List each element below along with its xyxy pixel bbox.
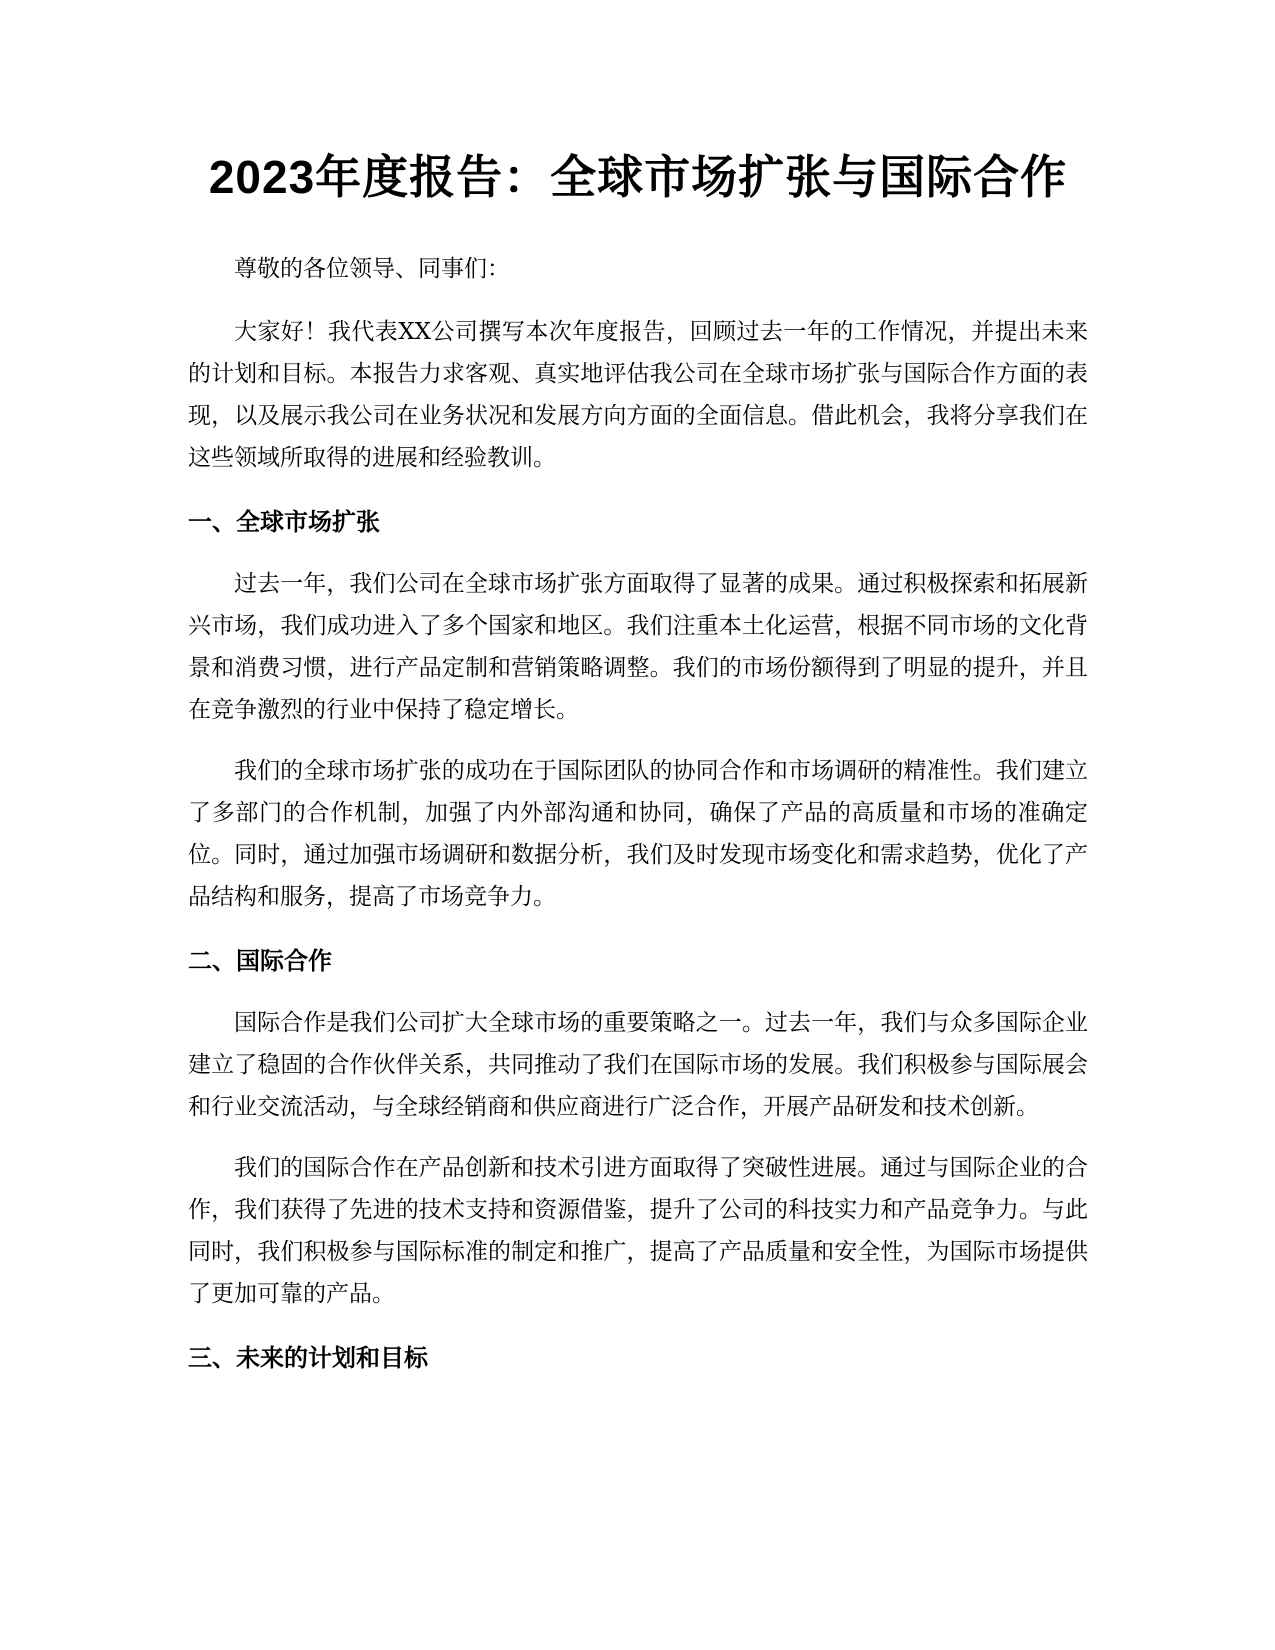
section-heading-global-expansion: 一、全球市场扩张 — [188, 508, 380, 536]
international-cooperation-paragraph-2: 我们的国际合作在产品创新和技术引进方面取得了突破性进展。通过与国际企业的合作，我们获得了先进的技术支持和资源借鉴，提升了公司的科技实力和产品竞争力。与此同时，我们积极参与国际标准的制定和推广，提高了产品质量和安全性，为国际市场提供了更加可靠的产品。 — [188, 1155, 1088, 1307]
section-heading-international-cooperation: 二、国际合作 — [188, 947, 332, 975]
international-cooperation-paragraph-1: 国际合作是我们公司扩大全球市场的重要策略之一。过去一年，我们与众多国际企业建立了稳固的合作伙伴关系，共同推动了我们在国际市场的发展。我们积极参与国际展会和行业交流活动，与全球经销商和供应商进行广泛合作，开展产品研发和技术创新。 — [188, 1010, 1088, 1120]
global-expansion-paragraph-1: 过去一年，我们公司在全球市场扩张方面取得了显著的成果。通过积极探索和拓展新兴市场，我们成功进入了多个国家和地区。我们注重本土化运营，根据不同市场的文化背景和消费习惯，进行产品定制和营销策略调整。我们的市场份额得到了明显的提升，并且在竞争激烈的行业中保持了稳定增长。 — [188, 571, 1088, 723]
greeting-paragraph: 尊敬的各位领导、同事们： — [234, 256, 510, 282]
section-heading-future-plans: 三、未来的计划和目标 — [188, 1344, 428, 1372]
document-title: 2023年度报告：全球市场扩张与国际合作 — [208, 151, 1068, 203]
document-body — [188, 146, 1088, 1399]
intro-paragraph: 大家好！我代表XX公司撰写本次年度报告，回顾过去一年的工作情况，并提出未来的计划和目标。本报告力求客观、真实地评估我公司在全球市场扩张与国际合作方面的表现，以及展示我公司在业务状况和发展方向方面的全面信息。借此机会，我将分享我们在这些领域所取得的进展和经验教训。 — [188, 319, 1088, 471]
global-expansion-paragraph-2: 我们的全球市场扩张的成功在于国际团队的协同合作和市场调研的精准性。我们建立了多部门的合作机制，加强了内外部沟通和协同，确保了产品的高质量和市场的准确定位。同时，通过加强市场调研和数据分析，我们及时发现市场变化和需求趋势，优化了产品结构和服务，提高了市场竞争力。 — [188, 758, 1088, 910]
